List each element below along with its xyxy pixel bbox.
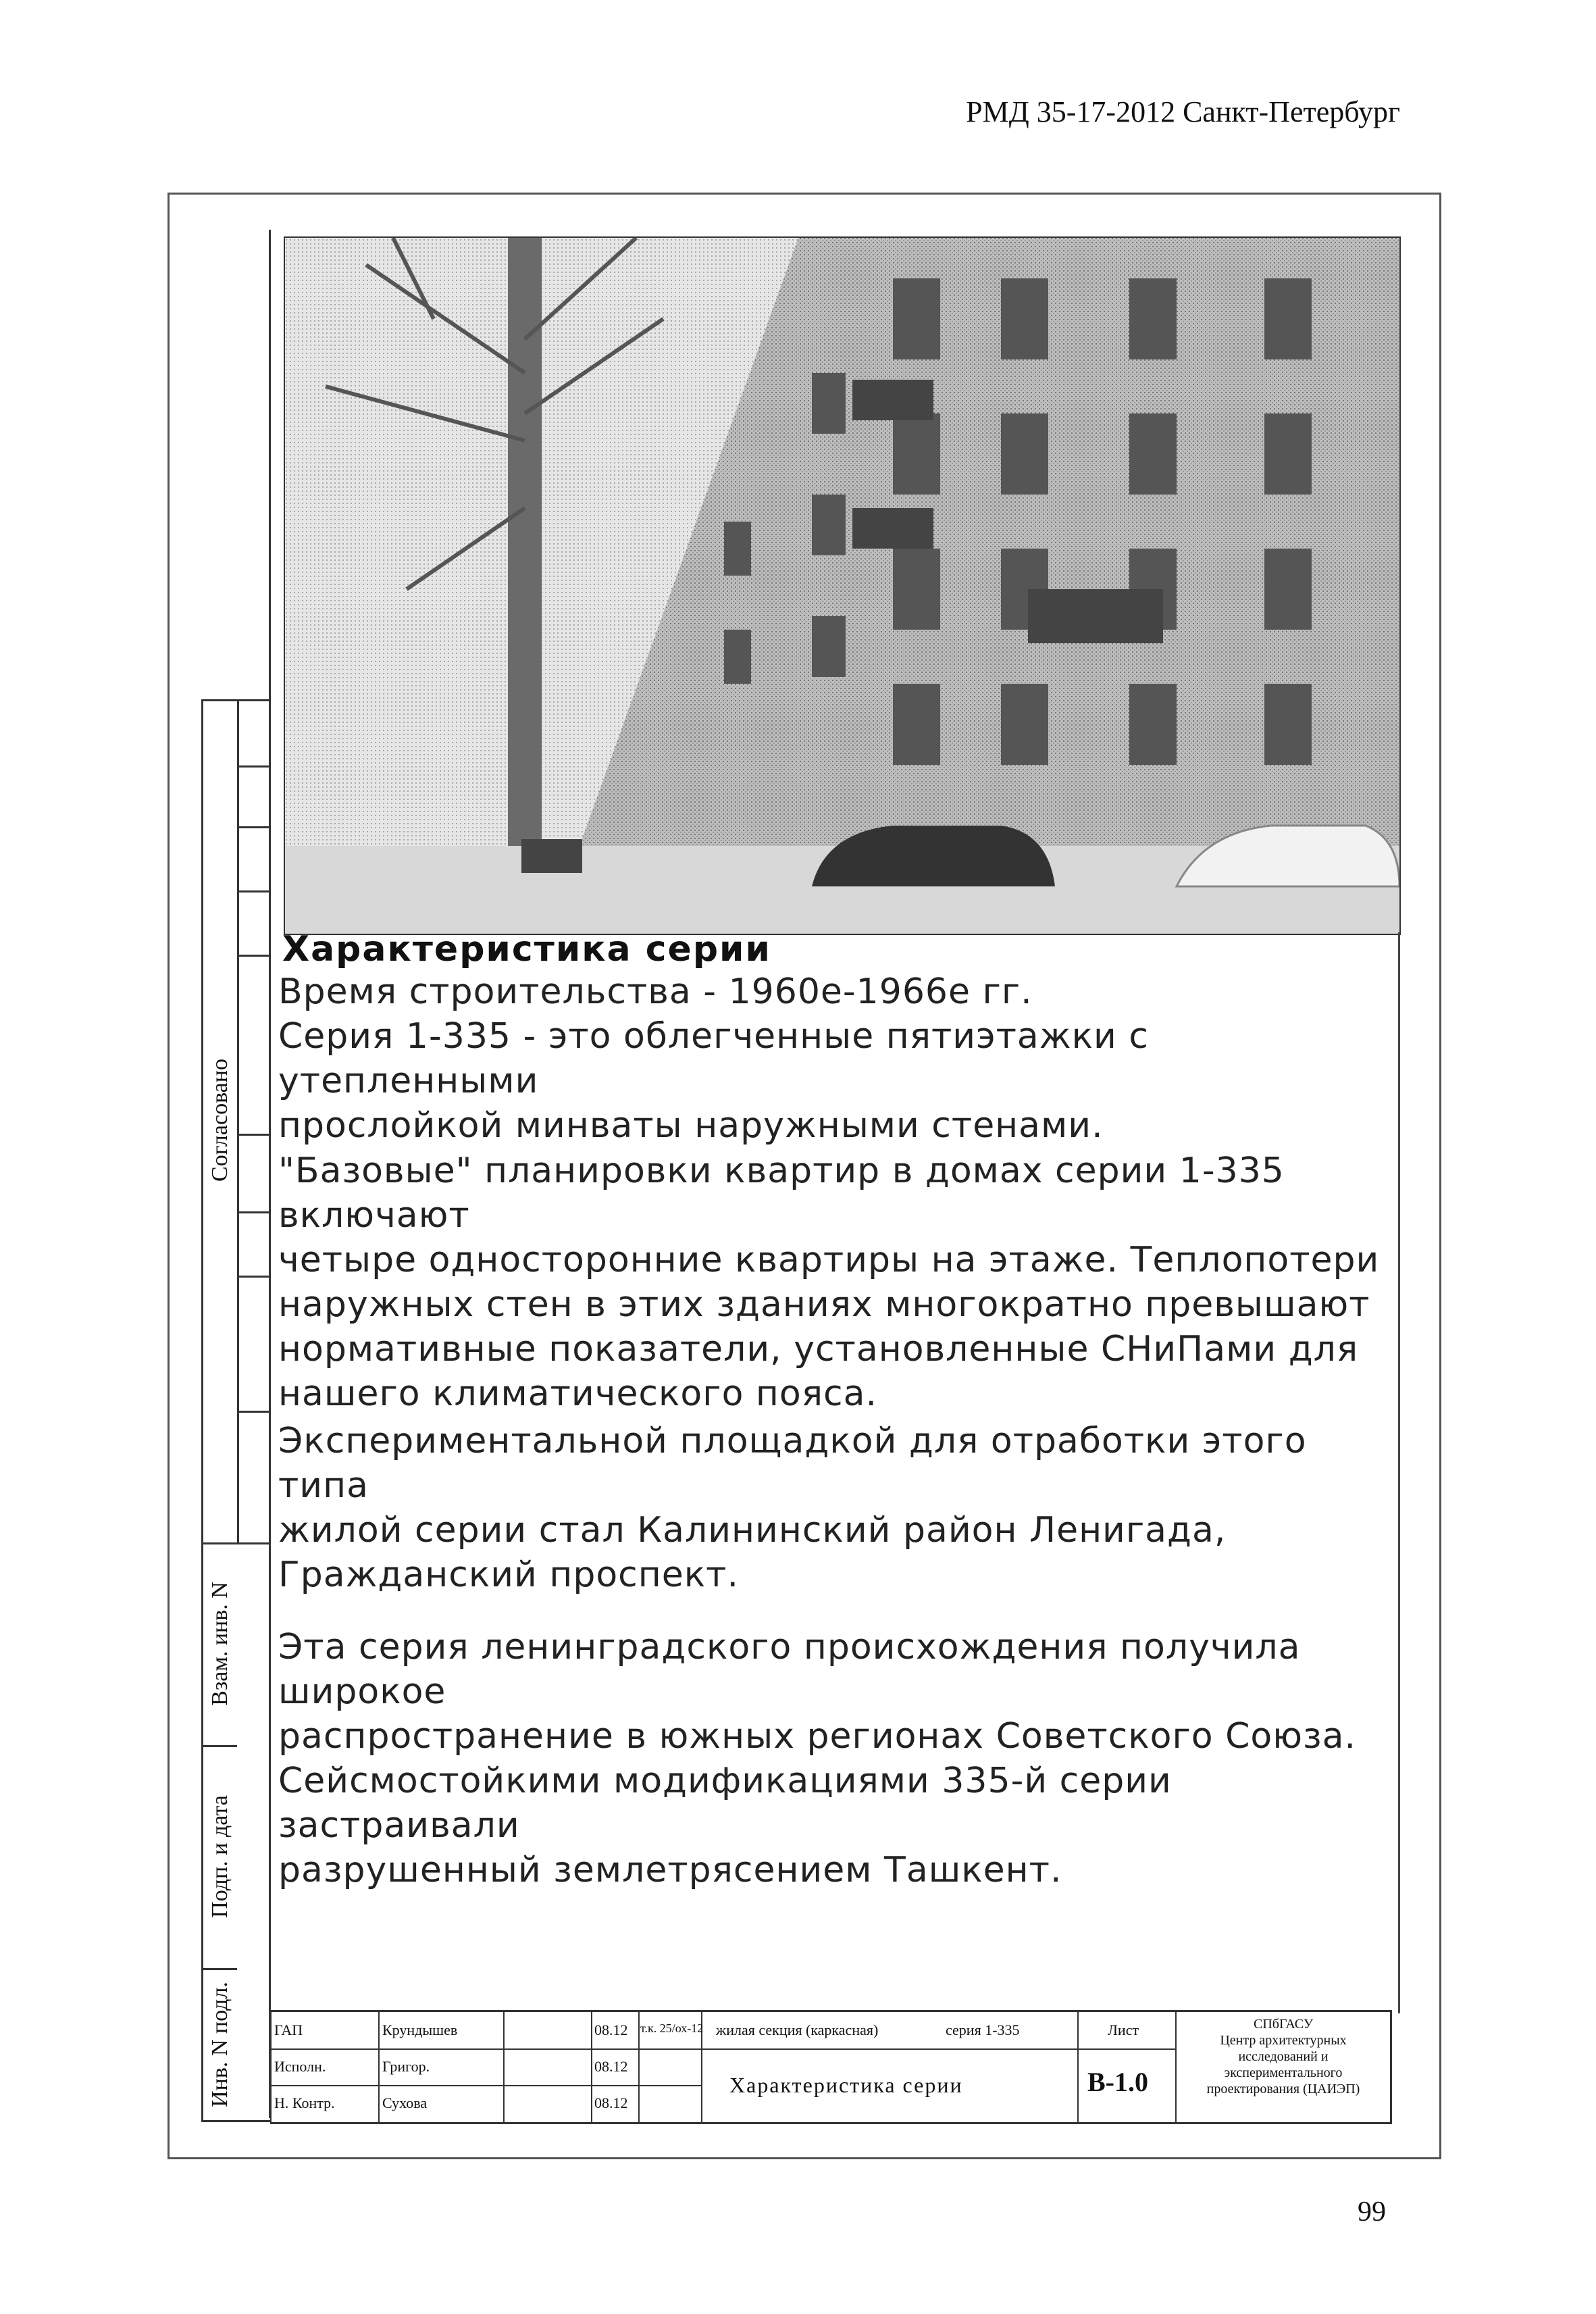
stamp-tick: [237, 1411, 271, 1413]
text-line: Гражданский проспект.: [278, 1555, 739, 1595]
date-ispoln: 08.12: [594, 2058, 628, 2075]
grid-line: [1077, 2048, 1175, 2050]
stamp-label-soglasovano: Согласовано: [207, 1059, 232, 1182]
section-title: Характеристика серии: [282, 929, 771, 970]
stamp-tick: [237, 765, 271, 768]
stamp-cell: [203, 1745, 237, 1970]
org-line: Центр архитектурных: [1220, 2033, 1347, 2048]
grid-line: [638, 2012, 640, 2122]
grid-line: [591, 2012, 592, 2122]
text-line: нормативные показатели, установленные СНиПами для: [278, 1329, 1359, 1369]
paragraph-experimental-site: [278, 1419, 1399, 1597]
section-type: жилая секция (каркасная): [716, 2021, 879, 2038]
grid-line: [1077, 2012, 1079, 2122]
text-line: наружных стен в этих зданиях многократно превышают: [278, 1284, 1370, 1325]
organization-block: [1179, 2016, 1388, 2097]
document-code-header: РМД 35-17-2012 Санкт-Петербург: [966, 95, 1400, 128]
stamp-label-podp-data: Подп. и дата: [207, 1795, 233, 1918]
paragraph-base-layouts: [278, 1149, 1399, 1416]
paragraph-distribution: [278, 1625, 1399, 1892]
role-ispoln: Исполн.: [274, 2058, 326, 2075]
side-approval-stamp: [201, 699, 271, 2122]
text-line: прослойкой минваты наружными стенами.: [278, 1105, 1104, 1146]
text-line: Серия 1-335 - это облегченные пятиэтажки с утепленными: [278, 1016, 1149, 1101]
stamp-cell: [203, 701, 237, 1544]
org-line: проектирования (ЦАИЭП): [1206, 2082, 1360, 2096]
title-block: [270, 2010, 1392, 2124]
text-line: четыре односторонние квартиры на этаже. Теплопотери: [278, 1240, 1380, 1280]
text-line: Сейсмостойкими модификациями 335-й серии застраивали: [278, 1761, 1172, 1846]
role-n-kontr: Н. Контр.: [274, 2094, 335, 2111]
text-line: Экспериментальной площадкой для отработки этого типа: [278, 1421, 1307, 1506]
grid-line: [270, 2085, 701, 2086]
drawing-title: Характеристика серии: [729, 2073, 963, 2097]
reference-code: т.к. 25/ох-12: [640, 2021, 704, 2035]
name-n-kontr: Сухова: [382, 2094, 428, 2111]
text-line: жилой серии стал Калининский район Ленигада,: [278, 1510, 1227, 1551]
date-n-kontr: 08.12: [594, 2094, 628, 2111]
paragraph-construction-period: [278, 970, 1399, 1148]
page-number: 99: [1358, 2196, 1386, 2228]
org-line: исследований и: [1238, 2049, 1329, 2064]
stamp-label-inv-podl: Инв. N подл.: [207, 1981, 232, 2107]
stamp-tick: [237, 1211, 271, 1213]
grid-line: [270, 2012, 272, 2122]
stamp-tick: [237, 1542, 271, 1544]
text-line: Время строительства - 1960е-1966е гг.: [278, 972, 1033, 1012]
text-line: "Базовые" планировки квартир в домах серии 1-335 включают: [278, 1151, 1285, 1236]
grid-line: [503, 2012, 505, 2122]
name-ispoln: Григор.: [382, 2058, 430, 2075]
grid-line: [1175, 2012, 1177, 2122]
text-line: распространение в южных регионах Советского Союза.: [278, 1716, 1357, 1757]
stamp-tick: [237, 826, 271, 828]
date-gap: 08.12: [594, 2021, 628, 2038]
stamp-tick: [237, 1134, 271, 1136]
grid-line: [378, 2012, 380, 2122]
text-line: Эта серия ленинградского происхождения получила широкое: [278, 1627, 1301, 1712]
stamp-tick: [237, 890, 271, 892]
stamp-cell: [203, 1542, 237, 1747]
org-line: СПбГАСУ: [1253, 2017, 1314, 2032]
role-gap: ГАП: [274, 2021, 303, 2038]
building-photo: [284, 236, 1401, 935]
stamp-tick: [237, 955, 271, 957]
text-line: нашего климатического пояса.: [278, 1374, 877, 1414]
stamp-tick: [237, 1276, 271, 1278]
grid-line: [270, 2048, 1175, 2050]
org-line: экспериментального: [1224, 2065, 1343, 2080]
name-gap: Крундышев: [382, 2021, 458, 2038]
text-line: разрушенный землетрясением Ташкент.: [278, 1850, 1062, 1890]
sheet-number: В-1.0: [1087, 2067, 1148, 2097]
sheet-label: Лист: [1108, 2021, 1139, 2038]
series-label: серия 1-335: [946, 2021, 1020, 2038]
stamp-label-vzam-inv: Взам. инв. N: [207, 1582, 232, 1706]
